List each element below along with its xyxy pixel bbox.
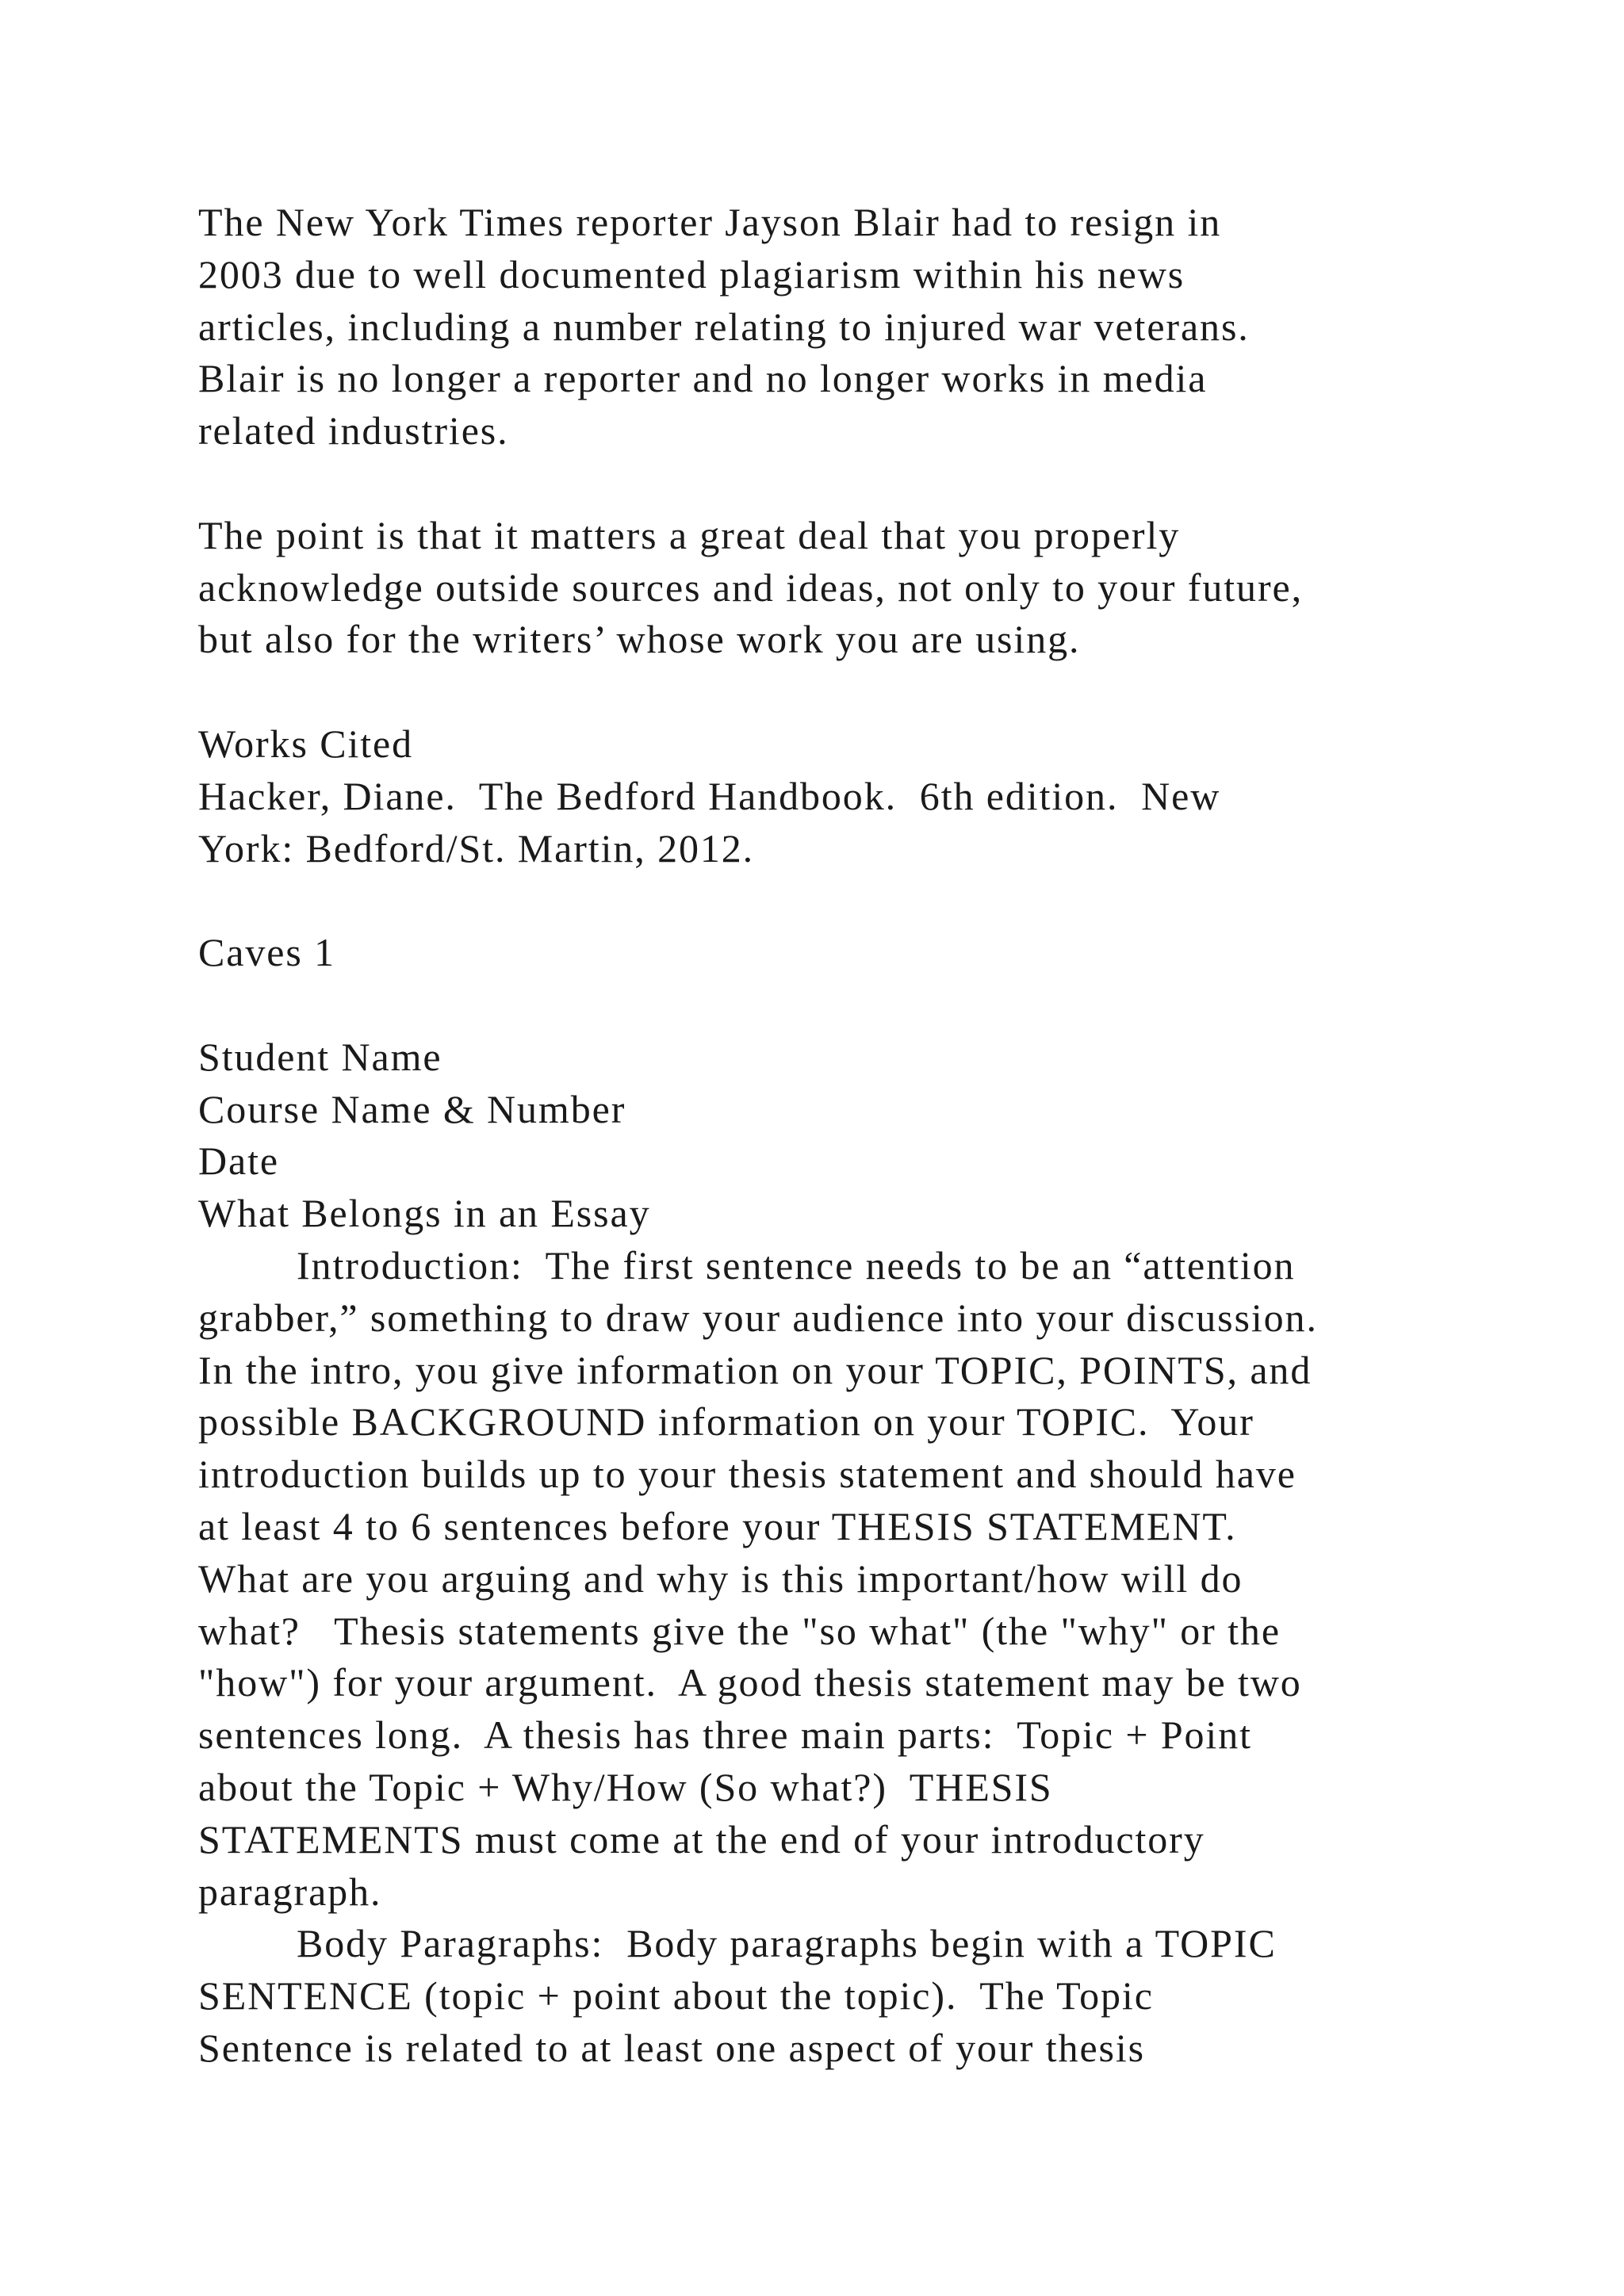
essay-heading-block	[198, 1031, 1546, 1240]
text-line: Introduction: The first sentence needs to be an “attention	[297, 1242, 1296, 1288]
text-line: related industries.	[198, 408, 509, 453]
blank-line	[198, 457, 1546, 510]
text-line: In the intro, you give information on your TOPIC, POINTS, and	[198, 1347, 1312, 1392]
essay-title: What Belongs in an Essay	[198, 1191, 651, 1236]
text-line: introduction builds up to your thesis statement and should have	[198, 1452, 1297, 1497]
text-line: Sentence is related to at least one aspect of your thesis	[198, 2025, 1146, 2070]
text-line: acknowledge outside sources and ideas, not only to your future,	[198, 564, 1303, 610]
text-line: paragraph.	[198, 1869, 382, 1914]
page-header: Caves 1	[198, 930, 335, 975]
text-line: what? Thesis statements give the "so what" (the "why" or the	[198, 1608, 1281, 1653]
blank-line	[198, 874, 1546, 927]
text-line: STATEMENTS must come at the end of your introductory	[198, 1816, 1205, 1862]
course-name: Course Name & Number	[198, 1086, 626, 1131]
works-cited-heading: Works Cited	[198, 721, 414, 766]
text-line: The point is that it matters a great deal that you properly	[198, 512, 1181, 557]
blank-line	[198, 979, 1546, 1031]
paragraph-body	[198, 1918, 1546, 2074]
text-line: at least 4 to 6 sentences before your THESIS STATEMENT.	[198, 1503, 1237, 1548]
student-name: Student Name	[198, 1034, 442, 1079]
paragraph-blair	[198, 197, 1546, 457]
blank-line	[198, 666, 1546, 718]
citation-line: Hacker, Diane. The Bedford Handbook. 6th edition. New	[198, 773, 1221, 818]
paragraph-point	[198, 510, 1546, 666]
works-cited-section	[198, 718, 1546, 874]
text-line: Blair is no longer a reporter and no longer works in media	[198, 356, 1208, 401]
text-line: articles, including a number relating to injured war veterans.	[198, 304, 1250, 349]
text-line: The New York Times reporter Jayson Blair had to resign in	[198, 200, 1222, 244]
text-line: What are you arguing and why is this important/how will do	[198, 1556, 1243, 1601]
paragraph-introduction	[198, 1240, 1546, 1918]
text-line: "how") for your argument. A good thesis statement may be two	[198, 1660, 1302, 1705]
text-line: but also for the writers’ whose work you are using.	[198, 617, 1081, 662]
text-line: Body Paragraphs: Body paragraphs begin with a TOPIC	[297, 1921, 1277, 1966]
citation-line: York: Bedford/St. Martin, 2012.	[198, 825, 755, 871]
essay-date: Date	[198, 1138, 279, 1184]
text-line: grabber,” something to draw your audience into your discussion.	[198, 1295, 1318, 1340]
text-line: sentences long. A thesis has three main parts: Topic + Point	[198, 1712, 1252, 1758]
text-line: about the Topic + Why/How (So what?) THESIS	[198, 1764, 1053, 1809]
text-line: 2003 due to well documented plagiarism within his news	[198, 251, 1185, 297]
document-page	[198, 197, 1546, 2075]
text-line: SENTENCE (topic + point about the topic). The Topic	[198, 1973, 1154, 2019]
text-line: possible BACKGROUND information on your TOPIC. Your	[198, 1399, 1254, 1445]
